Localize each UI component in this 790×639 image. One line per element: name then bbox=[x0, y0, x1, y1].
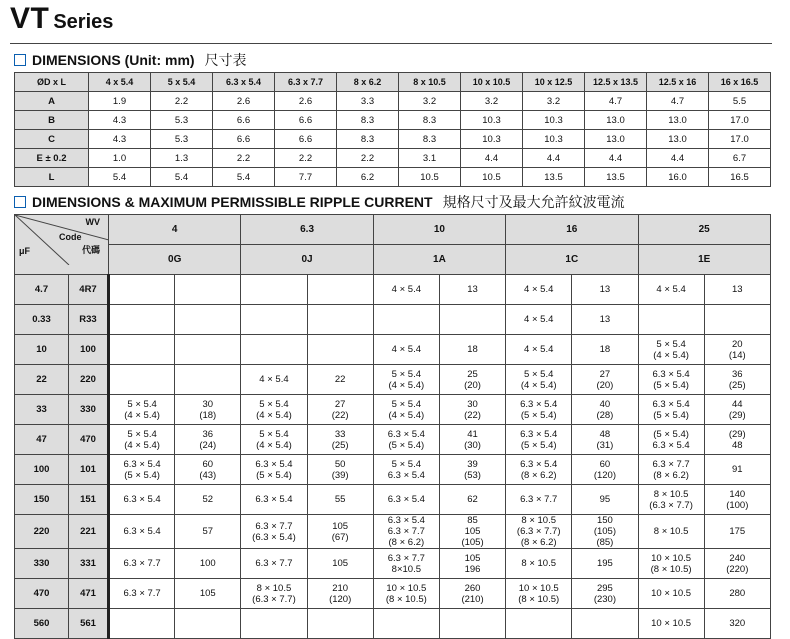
dimensions-cell: 4.7 bbox=[647, 92, 709, 111]
case-size-cell: 4 × 5.4 bbox=[506, 305, 572, 335]
ripple-current-cell: 240 (220) bbox=[704, 549, 770, 579]
dimensions-heading bbox=[14, 50, 247, 70]
ripple-row bbox=[15, 305, 771, 335]
ripple-current-cell: 18 bbox=[572, 335, 638, 365]
ripple-current-cell: 105 bbox=[307, 549, 373, 579]
dimensions-cell: 2.6 bbox=[275, 92, 337, 111]
case-size-cell bbox=[109, 275, 175, 305]
capacitance-code-cell: 470 bbox=[69, 425, 109, 455]
ripple-current-cell: 62 bbox=[439, 485, 505, 515]
ripple-current-cell: 320 bbox=[704, 609, 770, 639]
capacitance-code-cell: 331 bbox=[69, 549, 109, 579]
dimensions-column-header: 6.3 x 5.4 bbox=[213, 73, 275, 92]
case-size-cell: 6.3 × 7.7 8×10.5 bbox=[373, 549, 439, 579]
dimensions-cell: 2.6 bbox=[213, 92, 275, 111]
case-size-cell: 6.3 × 5.4 bbox=[109, 515, 175, 549]
dimensions-cell: 1.3 bbox=[151, 149, 213, 168]
ripple-current-cell: 210 (120) bbox=[307, 579, 373, 609]
dimensions-cell: 6.6 bbox=[275, 130, 337, 149]
ripple-current-cell: 13 bbox=[572, 305, 638, 335]
ripple-current-cell: 27 (22) bbox=[307, 395, 373, 425]
ripple-current-cell: 27 (20) bbox=[572, 365, 638, 395]
ripple-row bbox=[15, 365, 771, 395]
dimensions-cell: 6.6 bbox=[213, 130, 275, 149]
capacitance-code-cell: 471 bbox=[69, 579, 109, 609]
ripple-current-cell: 52 bbox=[175, 485, 241, 515]
case-size-cell: 6.3 × 7.7 bbox=[109, 549, 175, 579]
dimensions-row-label: C bbox=[15, 130, 89, 149]
dimensions-row-label: E ± 0.2 bbox=[15, 149, 89, 168]
ripple-row bbox=[15, 335, 771, 365]
dimensions-cell: 5.4 bbox=[151, 168, 213, 187]
ripple-current-cell: 30 (18) bbox=[175, 395, 241, 425]
dimensions-column-header: 8 x 6.2 bbox=[337, 73, 399, 92]
ripple-current-cell: 105 (67) bbox=[307, 515, 373, 549]
case-size-cell bbox=[109, 365, 175, 395]
capacitance-cell: 0.33 bbox=[15, 305, 69, 335]
dimensions-cell: 5.3 bbox=[151, 130, 213, 149]
capacitance-cell: 100 bbox=[15, 455, 69, 485]
dimensions-cell: 6.6 bbox=[275, 111, 337, 130]
capacitance-code-cell: 100 bbox=[69, 335, 109, 365]
dimensions-cell: 3.3 bbox=[337, 92, 399, 111]
case-size-cell: 10 × 10.5 (8 × 10.5) bbox=[506, 579, 572, 609]
dimensions-cell: 17.0 bbox=[709, 111, 771, 130]
dimensions-cell: 13.5 bbox=[585, 168, 647, 187]
title-divider bbox=[10, 43, 772, 44]
dimensions-cell: 8.3 bbox=[337, 130, 399, 149]
dimensions-cell: 8.3 bbox=[399, 130, 461, 149]
case-size-cell bbox=[109, 305, 175, 335]
case-size-cell: 6.3 × 7.7 bbox=[109, 579, 175, 609]
ripple-current-cell: 260 (210) bbox=[439, 579, 505, 609]
dimensions-cell: 4.4 bbox=[523, 149, 585, 168]
ripple-current-cell: 280 bbox=[704, 579, 770, 609]
ripple-row bbox=[15, 455, 771, 485]
dimensions-row bbox=[15, 111, 771, 130]
ripple-header-row-code bbox=[15, 245, 771, 275]
checkbox-square-icon bbox=[14, 54, 26, 66]
ripple-current-cell: 150 (105) (85) bbox=[572, 515, 638, 549]
voltage-header: 6.3 bbox=[241, 215, 373, 245]
dimensions-column-header: 4 x 5.4 bbox=[89, 73, 151, 92]
dimensions-column-header: 8 x 10.5 bbox=[399, 73, 461, 92]
dimensions-heading-cjk: 尺寸表 bbox=[204, 53, 247, 69]
case-size-cell: 6.3 × 5.4 (5 × 5.4) bbox=[241, 455, 307, 485]
uf-label: μF bbox=[19, 246, 31, 256]
dimensions-cell: 8.3 bbox=[337, 111, 399, 130]
dimensions-cell: 13.0 bbox=[585, 130, 647, 149]
dimensions-column-header: 6.3 x 7.7 bbox=[275, 73, 337, 92]
ripple-current-cell: 85 105 (105) bbox=[439, 515, 505, 549]
ripple-current-cell bbox=[307, 335, 373, 365]
ripple-corner-header bbox=[15, 215, 109, 275]
ripple-current-cell: 60 (43) bbox=[175, 455, 241, 485]
dimensions-row bbox=[15, 168, 771, 187]
case-size-cell: 6.3 × 7.7 (6.3 × 5.4) bbox=[241, 515, 307, 549]
case-size-cell: 10 × 10.5 (8 × 10.5) bbox=[638, 549, 704, 579]
case-size-cell: 6.3 × 5.4 (5 × 5.4) bbox=[638, 365, 704, 395]
capacitance-cell: 150 bbox=[15, 485, 69, 515]
ripple-current-cell: 13 bbox=[572, 275, 638, 305]
dimensions-cell: 2.2 bbox=[151, 92, 213, 111]
case-size-cell: 10 × 10.5 bbox=[638, 579, 704, 609]
dimensions-cell: 2.2 bbox=[275, 149, 337, 168]
capacitance-code-cell: 330 bbox=[69, 395, 109, 425]
case-size-cell: 5 × 5.4 (4 × 5.4) bbox=[109, 425, 175, 455]
case-size-cell: 6.3 × 5.4 (5 × 5.4) bbox=[506, 425, 572, 455]
ripple-row bbox=[15, 515, 771, 549]
capacitance-cell: 560 bbox=[15, 609, 69, 639]
capacitance-code-cell: 221 bbox=[69, 515, 109, 549]
dimensions-cell: 10.3 bbox=[523, 111, 585, 130]
ripple-row bbox=[15, 549, 771, 579]
series-name: VT bbox=[10, 2, 50, 35]
voltage-header: 4 bbox=[109, 215, 241, 245]
ripple-current-cell: 50 (39) bbox=[307, 455, 373, 485]
dimensions-column-header: 10 x 12.5 bbox=[523, 73, 585, 92]
capacitance-cell: 330 bbox=[15, 549, 69, 579]
case-size-cell: 8 × 10.5 (6.3 × 7.7) bbox=[638, 485, 704, 515]
case-size-cell: 4 × 5.4 bbox=[506, 275, 572, 305]
dimensions-cell: 2.2 bbox=[213, 149, 275, 168]
case-size-cell: 8 × 10.5 bbox=[506, 549, 572, 579]
ripple-current-cell: 36 (25) bbox=[704, 365, 770, 395]
ripple-current-cell bbox=[439, 305, 505, 335]
voltage-header: 10 bbox=[373, 215, 505, 245]
case-size-cell: 4 × 5.4 bbox=[241, 365, 307, 395]
capacitance-code-cell: R33 bbox=[69, 305, 109, 335]
case-size-cell bbox=[109, 335, 175, 365]
page-title bbox=[10, 2, 113, 38]
case-size-cell bbox=[241, 275, 307, 305]
dimensions-cell: 4.4 bbox=[647, 149, 709, 168]
ripple-current-cell: 33 (25) bbox=[307, 425, 373, 455]
ripple-current-cell: 18 bbox=[439, 335, 505, 365]
capacitance-cell: 10 bbox=[15, 335, 69, 365]
case-size-cell: 5 × 5.4 (4 × 5.4) bbox=[373, 395, 439, 425]
dimensions-cell: 3.1 bbox=[399, 149, 461, 168]
ripple-current-cell bbox=[307, 275, 373, 305]
case-size-cell: 8 × 10.5 bbox=[638, 515, 704, 549]
dimensions-cell: 8.3 bbox=[399, 111, 461, 130]
dimensions-cell: 1.9 bbox=[89, 92, 151, 111]
case-size-cell: 6.3 × 7.7 (8 × 6.2) bbox=[638, 455, 704, 485]
dimensions-column-header: 10 x 10.5 bbox=[461, 73, 523, 92]
dimensions-cell: 13.0 bbox=[585, 111, 647, 130]
case-size-cell: 5 × 5.4 (4 × 5.4) bbox=[506, 365, 572, 395]
ripple-current-cell: 44 (29) bbox=[704, 395, 770, 425]
case-size-cell: 5 × 5.4 (4 × 5.4) bbox=[241, 395, 307, 425]
dimensions-column-header: 12.5 x 13.5 bbox=[585, 73, 647, 92]
dimensions-cell: 10.5 bbox=[399, 168, 461, 187]
case-size-cell: 6.3 × 7.7 bbox=[241, 549, 307, 579]
ripple-current-cell bbox=[175, 305, 241, 335]
case-size-cell: 6.3 × 5.4 (5 × 5.4) bbox=[109, 455, 175, 485]
case-size-cell: 6.3 × 5.4 (5 × 5.4) bbox=[506, 395, 572, 425]
voltage-code-header: 1E bbox=[638, 245, 770, 275]
case-size-cell: 6.3 × 7.7 bbox=[506, 485, 572, 515]
case-size-cell: 10 × 10.5 (8 × 10.5) bbox=[373, 579, 439, 609]
ripple-current-cell: 105 bbox=[175, 579, 241, 609]
case-size-cell: 10 × 10.5 bbox=[638, 609, 704, 639]
checkbox-square-icon bbox=[14, 196, 26, 208]
case-size-cell: 6.3 × 5.4 (8 × 6.2) bbox=[506, 455, 572, 485]
dimensions-heading-text: DIMENSIONS (Unit: mm) bbox=[32, 52, 195, 68]
ripple-current-cell: 55 bbox=[307, 485, 373, 515]
case-size-cell bbox=[241, 305, 307, 335]
ripple-current-cell: 295 (230) bbox=[572, 579, 638, 609]
dimensions-cell: 4.4 bbox=[585, 149, 647, 168]
dimensions-cell: 10.3 bbox=[523, 130, 585, 149]
dimensions-cell: 4.3 bbox=[89, 130, 151, 149]
ripple-current-cell: 25 (20) bbox=[439, 365, 505, 395]
case-size-cell: 5 × 5.4 (4 × 5.4) bbox=[109, 395, 175, 425]
capacitance-cell: 33 bbox=[15, 395, 69, 425]
capacitance-cell: 4.7 bbox=[15, 275, 69, 305]
dimensions-cell: 4.7 bbox=[585, 92, 647, 111]
dimensions-cell: 2.2 bbox=[337, 149, 399, 168]
capacitance-code-cell: 4R7 bbox=[69, 275, 109, 305]
ripple-current-cell: 20 (14) bbox=[704, 335, 770, 365]
capacitance-code-cell: 151 bbox=[69, 485, 109, 515]
dimensions-row-label: L bbox=[15, 168, 89, 187]
dimensions-cell: 13.5 bbox=[523, 168, 585, 187]
case-size-cell: 6.3 × 5.4 (5 × 5.4) bbox=[373, 425, 439, 455]
case-size-cell bbox=[638, 305, 704, 335]
ripple-current-cell: 13 bbox=[439, 275, 505, 305]
dimensions-cell: 16.5 bbox=[709, 168, 771, 187]
ripple-current-cell: 95 bbox=[572, 485, 638, 515]
capacitance-code-cell: 561 bbox=[69, 609, 109, 639]
ripple-current-cell: 40 (28) bbox=[572, 395, 638, 425]
dimensions-cell: 3.2 bbox=[461, 92, 523, 111]
capacitance-code-cell: 220 bbox=[69, 365, 109, 395]
ripple-current-cell: 105 196 bbox=[439, 549, 505, 579]
dimensions-column-header: 12.5 x 16 bbox=[647, 73, 709, 92]
ripple-header-row-wv bbox=[15, 215, 771, 245]
case-size-cell: 5 × 5.4 (4 × 5.4) bbox=[241, 425, 307, 455]
voltage-code-header: 1C bbox=[506, 245, 638, 275]
ripple-current-cell: 140 (100) bbox=[704, 485, 770, 515]
case-size-cell: 5 × 5.4 (4 × 5.4) bbox=[373, 365, 439, 395]
ripple-current-cell: 100 bbox=[175, 549, 241, 579]
wv-label: WV bbox=[85, 217, 100, 227]
dimensions-column-header: 5 x 5.4 bbox=[151, 73, 213, 92]
dimensions-table bbox=[14, 72, 771, 187]
case-size-cell bbox=[241, 335, 307, 365]
ripple-current-cell bbox=[175, 335, 241, 365]
dimensions-row-label: A bbox=[15, 92, 89, 111]
dimensions-row-label: B bbox=[15, 111, 89, 130]
ripple-current-cell: 91 bbox=[704, 455, 770, 485]
voltage-header: 16 bbox=[506, 215, 638, 245]
series-label: Series bbox=[53, 11, 114, 33]
dimensions-cell: 10.3 bbox=[461, 111, 523, 130]
voltage-code-header: 0G bbox=[109, 245, 241, 275]
dimensions-cell: 1.0 bbox=[89, 149, 151, 168]
dimensions-cell: 16.0 bbox=[647, 168, 709, 187]
dimensions-corner-header: ØD x L bbox=[15, 73, 89, 92]
case-size-cell bbox=[373, 305, 439, 335]
case-size-cell: 4 × 5.4 bbox=[506, 335, 572, 365]
case-size-cell: 6.3 × 5.4 bbox=[373, 485, 439, 515]
voltage-code-header: 0J bbox=[241, 245, 373, 275]
case-size-cell: 4 × 5.4 bbox=[373, 275, 439, 305]
capacitance-cell: 22 bbox=[15, 365, 69, 395]
ripple-current-cell: 36 (24) bbox=[175, 425, 241, 455]
dimensions-column-header: 16 x 16.5 bbox=[709, 73, 771, 92]
dimensions-cell: 13.0 bbox=[647, 111, 709, 130]
ripple-current-cell: 57 bbox=[175, 515, 241, 549]
case-size-cell: 6.3 × 5.4 6.3 × 7.7 (8 × 6.2) bbox=[373, 515, 439, 549]
capacitance-cell: 220 bbox=[15, 515, 69, 549]
ripple-current-cell: 195 bbox=[572, 549, 638, 579]
ripple-current-cell: 22 bbox=[307, 365, 373, 395]
ripple-row bbox=[15, 395, 771, 425]
ripple-current-cell: 41 (30) bbox=[439, 425, 505, 455]
ripple-current-cell: 39 (53) bbox=[439, 455, 505, 485]
dimensions-row bbox=[15, 130, 771, 149]
dimensions-cell: 5.4 bbox=[89, 168, 151, 187]
ripple-current-cell bbox=[704, 305, 770, 335]
ripple-current-cell: 13 bbox=[704, 275, 770, 305]
ripple-heading bbox=[14, 192, 625, 212]
dimensions-cell: 5.4 bbox=[213, 168, 275, 187]
ripple-current-cell bbox=[175, 275, 241, 305]
ripple-row bbox=[15, 579, 771, 609]
case-size-cell: 8 × 10.5 (6.3 × 7.7) (8 × 6.2) bbox=[506, 515, 572, 549]
case-size-cell: (5 × 5.4) 6.3 × 5.4 bbox=[638, 425, 704, 455]
ripple-current-cell bbox=[175, 365, 241, 395]
dimensions-cell: 4.3 bbox=[89, 111, 151, 130]
ripple-current-cell: (29) 48 bbox=[704, 425, 770, 455]
dimensions-cell: 3.2 bbox=[399, 92, 461, 111]
ripple-heading-cjk: 規格尺寸及最大允許紋波電流 bbox=[442, 195, 625, 211]
ripple-current-cell: 175 bbox=[704, 515, 770, 549]
capacitance-code-cell: 101 bbox=[69, 455, 109, 485]
case-size-cell: 6.3 × 5.4 bbox=[241, 485, 307, 515]
dimensions-cell: 13.0 bbox=[647, 130, 709, 149]
dimensions-cell: 5.5 bbox=[709, 92, 771, 111]
ripple-row bbox=[15, 425, 771, 455]
ripple-row bbox=[15, 485, 771, 515]
ripple-current-cell bbox=[307, 305, 373, 335]
dimensions-row bbox=[15, 92, 771, 111]
dimensions-cell: 6.6 bbox=[213, 111, 275, 130]
ripple-heading-text: DIMENSIONS & MAXIMUM PERMISSIBLE RIPPLE CURRENT bbox=[32, 194, 433, 210]
ripple-current-cell: 30 (22) bbox=[439, 395, 505, 425]
code-label: Code bbox=[59, 232, 82, 242]
dimensions-cell: 17.0 bbox=[709, 130, 771, 149]
ripple-current-cell: 60 (120) bbox=[572, 455, 638, 485]
case-size-cell: 5 × 5.4 6.3 × 5.4 bbox=[373, 455, 439, 485]
dimensions-cell: 3.2 bbox=[523, 92, 585, 111]
capacitance-cell: 470 bbox=[15, 579, 69, 609]
voltage-code-header: 1A bbox=[373, 245, 505, 275]
case-size-cell: 6.3 × 5.4 bbox=[109, 485, 175, 515]
dimensions-cell: 4.4 bbox=[461, 149, 523, 168]
case-size-cell: 6.3 × 5.4 (5 × 5.4) bbox=[638, 395, 704, 425]
ripple-row bbox=[15, 275, 771, 305]
case-size-cell: 4 × 5.4 bbox=[373, 335, 439, 365]
capacitance-cell: 47 bbox=[15, 425, 69, 455]
case-size-cell: 5 × 5.4 (4 × 5.4) bbox=[638, 335, 704, 365]
dimensions-row bbox=[15, 149, 771, 168]
dimensions-cell: 10.3 bbox=[461, 130, 523, 149]
ripple-current-cell: 48 (31) bbox=[572, 425, 638, 455]
case-size-cell: 8 × 10.5 (6.3 × 7.7) bbox=[241, 579, 307, 609]
dimensions-cell: 6.7 bbox=[709, 149, 771, 168]
dimensions-cell: 5.3 bbox=[151, 111, 213, 130]
voltage-header: 25 bbox=[638, 215, 770, 245]
dimensions-cell: 10.5 bbox=[461, 168, 523, 187]
dimensions-cell: 6.2 bbox=[337, 168, 399, 187]
dimensions-header-row bbox=[15, 73, 771, 92]
case-size-cell: 4 × 5.4 bbox=[638, 275, 704, 305]
code-cjk-label: 代碼 bbox=[81, 246, 100, 256]
dimensions-cell: 7.7 bbox=[275, 168, 337, 187]
ripple-table bbox=[14, 214, 771, 639]
